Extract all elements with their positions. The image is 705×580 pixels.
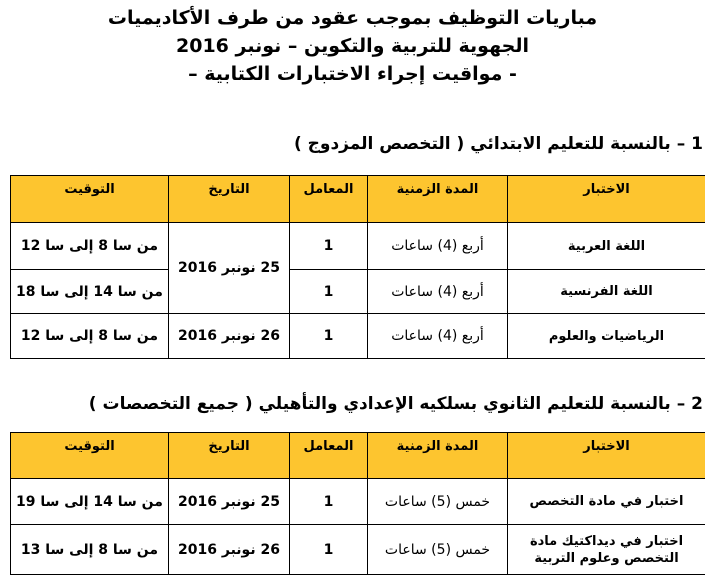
column-header-test: الاختبار	[508, 433, 705, 479]
cell-duration: خمس (5) ساعات	[368, 479, 508, 525]
cell-duration: أربع (4) ساعات	[368, 314, 508, 359]
section-1-title: 1 – بالنسبة للتعليم الابتدائي ( التخصص المزدوج )	[293, 134, 703, 154]
column-header-test: الاختبار	[508, 176, 705, 223]
cell-duration: أربع (4) ساعات	[368, 223, 508, 270]
column-header-duration: المدة الزمنية	[368, 433, 508, 479]
cell-coefficient: 1	[290, 270, 368, 314]
column-header-date: التاريخ	[169, 176, 290, 223]
cell-coefficient: 1	[290, 314, 368, 359]
document-header	[0, 4, 705, 88]
cell-date: 25 نونبر 2016	[169, 479, 290, 525]
cell-date: 25 نونبر 2016	[169, 223, 290, 314]
cell-test: اختبار في ديداكتيك مادة التخصص وعلوم التربية	[508, 525, 705, 575]
cell-test: الرياضيات والعلوم	[508, 314, 705, 359]
table-row	[11, 479, 705, 525]
column-header-coefficient: المعامل	[290, 433, 368, 479]
cell-time: من سا 14 إلى سا 18	[11, 270, 169, 314]
primary-schedule-table	[10, 175, 705, 359]
cell-time: من سا 8 إلى سا 12	[11, 314, 169, 359]
cell-coefficient: 1	[290, 223, 368, 270]
cell-time: من سا 8 إلى سا 13	[11, 525, 169, 575]
cell-test: اللغة الفرنسية	[508, 270, 705, 314]
cell-test: اللغة العربية	[508, 223, 705, 270]
column-header-coefficient: المعامل	[290, 176, 368, 223]
table-row	[11, 525, 705, 575]
cell-duration: أربع (4) ساعات	[368, 270, 508, 314]
cell-time: من سا 14 إلى سا 19	[11, 479, 169, 525]
table-header-row	[11, 433, 705, 479]
secondary-schedule-table	[10, 432, 705, 575]
column-header-time: التوقيت	[11, 433, 169, 479]
header-line-3: - مواقيت إجراء الاختبارات الكتابية –	[188, 63, 517, 85]
cell-time: من سا 8 إلى سا 12	[11, 223, 169, 270]
table-header-row	[11, 176, 705, 223]
table-row	[11, 223, 705, 270]
column-header-time: التوقيت	[11, 176, 169, 223]
header-line-2: الجهوية للتربية والتكوين – نونبر 2016	[176, 35, 529, 57]
cell-coefficient: 1	[290, 479, 368, 525]
section-2-title: 2 – بالنسبة للتعليم الثانوي بسلكيه الإعدادي والتأهيلي ( جميع التخصصات )	[88, 394, 703, 414]
table-row	[11, 270, 705, 314]
cell-coefficient: 1	[290, 525, 368, 575]
header-line-1: مباريات التوظيف بموجب عقود من طرف الأكاديميات	[107, 7, 598, 29]
cell-duration: خمس (5) ساعات	[368, 525, 508, 575]
cell-date: 26 نونبر 2016	[169, 525, 290, 575]
column-header-date: التاريخ	[169, 433, 290, 479]
table-row	[11, 314, 705, 359]
column-header-duration: المدة الزمنية	[368, 176, 508, 223]
cell-date: 26 نونبر 2016	[169, 314, 290, 359]
cell-test: اختبار في مادة التخصص	[508, 479, 705, 525]
